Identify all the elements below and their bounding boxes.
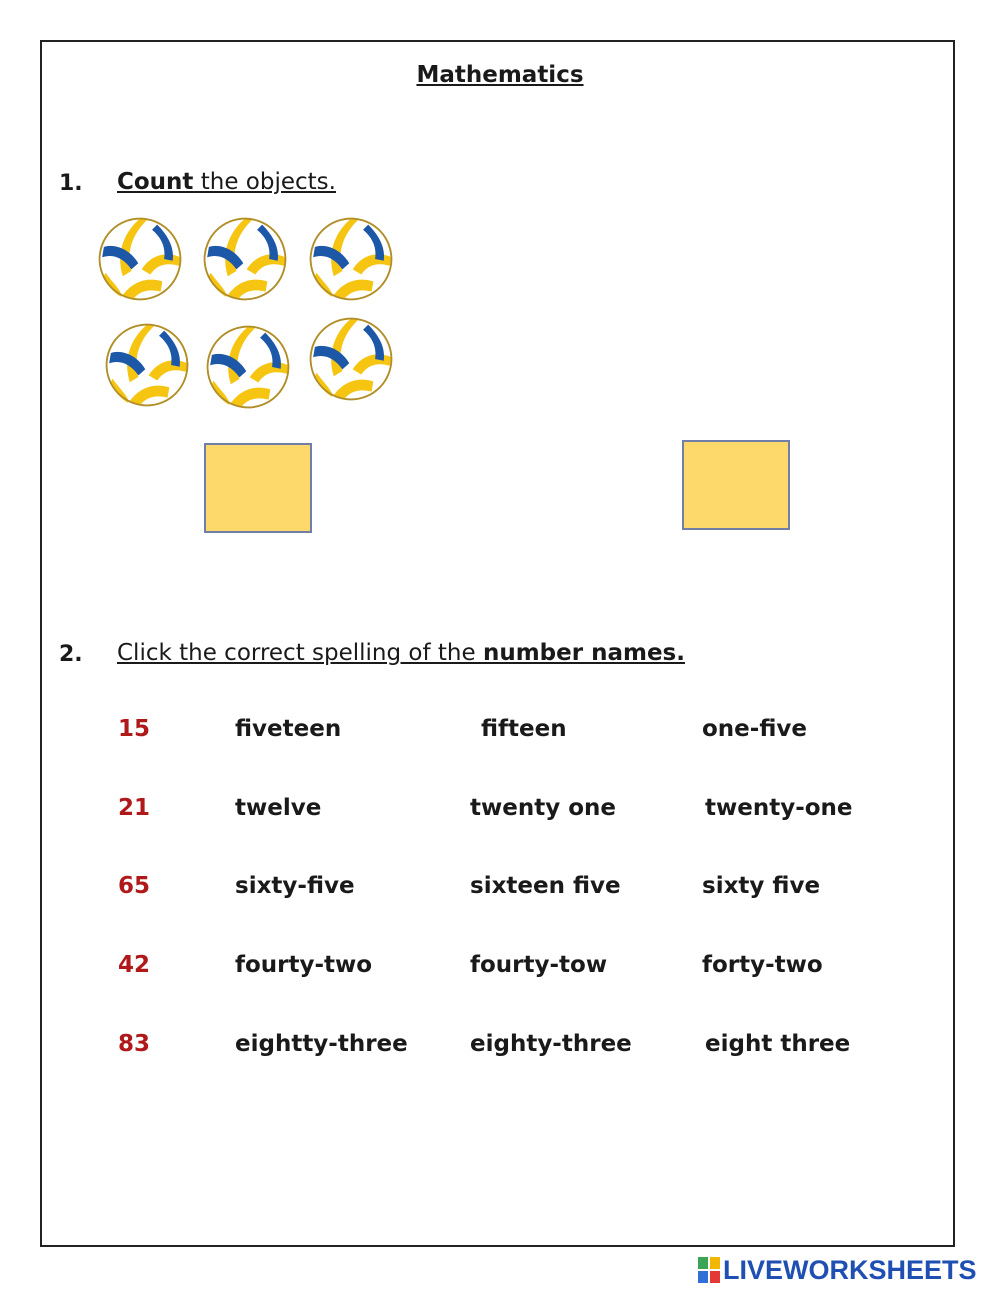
option-button[interactable]: fifteen <box>481 716 567 742</box>
brand-name: LIVEWORKSHEETS <box>723 1254 977 1285</box>
option-button[interactable]: forty-two <box>702 952 823 978</box>
row-number: 83 <box>118 1031 151 1057</box>
row-number: 42 <box>118 952 151 978</box>
question-2-lead: Click the correct spelling of the <box>117 640 483 666</box>
option-button[interactable]: fourty-tow <box>470 952 608 978</box>
page-title: Mathematics <box>416 62 584 88</box>
option-button[interactable]: eightty-three <box>235 1031 408 1057</box>
row-number: 65 <box>118 873 151 899</box>
option-button[interactable]: sixty-five <box>235 873 355 899</box>
option-button[interactable]: sixty five <box>702 873 821 899</box>
volleyball-icon <box>97 216 183 302</box>
row-number: 15 <box>118 716 151 742</box>
matches-answer-box[interactable] <box>682 440 790 530</box>
volleyball-icon <box>308 316 394 402</box>
volleyball-icon <box>104 322 190 408</box>
volleyball-icon <box>202 216 288 302</box>
volleyball-icon <box>205 324 291 410</box>
question-1-keyword: Count <box>117 169 194 195</box>
balls-answer-box[interactable] <box>204 443 312 533</box>
option-button[interactable]: one-five <box>702 716 807 742</box>
option-button[interactable]: fourty-two <box>235 952 373 978</box>
question-2-keyword: number names. <box>482 640 685 666</box>
volleyball-icon <box>308 216 394 302</box>
question-1-rest: the objects. <box>193 169 336 195</box>
question-2-text <box>117 640 685 666</box>
question-2-number: 2. <box>59 642 83 667</box>
option-button[interactable]: eighty-three <box>470 1031 632 1057</box>
row-number: 21 <box>118 795 151 821</box>
question-1-number: 1. <box>59 171 83 196</box>
question-1-text <box>117 169 336 195</box>
option-button[interactable]: sixteen five <box>470 873 621 899</box>
option-button[interactable]: twenty-one <box>705 795 853 821</box>
brand-footer <box>698 1254 977 1286</box>
option-button[interactable]: eight three <box>705 1031 851 1057</box>
liveworksheets-logo-icon <box>698 1257 720 1283</box>
option-button[interactable]: twenty one <box>470 795 616 821</box>
option-button[interactable]: twelve <box>235 795 322 821</box>
option-button[interactable]: fiveteen <box>235 716 342 742</box>
